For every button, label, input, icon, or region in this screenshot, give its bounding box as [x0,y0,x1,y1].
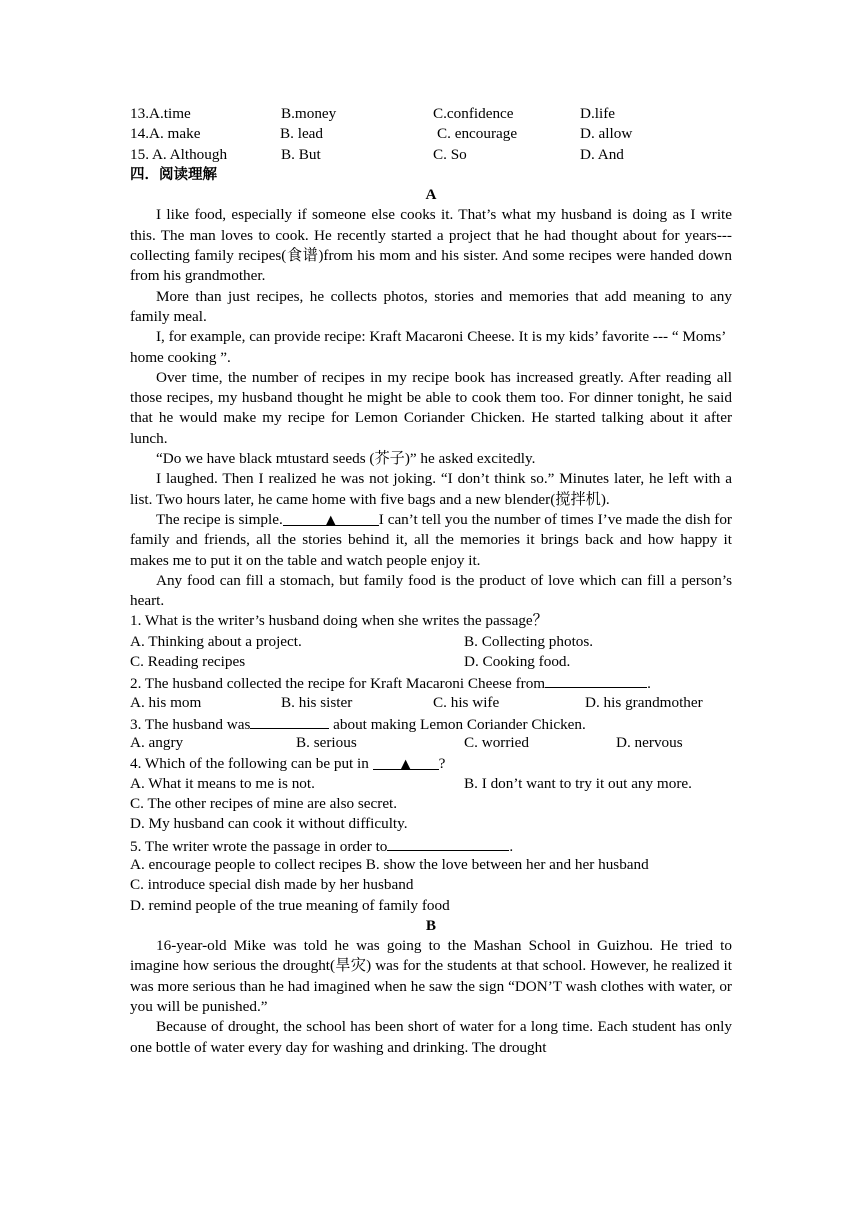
passage-a-paragraph-1: I like food, especially if someone else cooks it. That’s what my husband is doing as I write this. The man loves to cook. He recently started a project that he had thought about for years---collecting family recipes(食谱)from his mom and his sister. And some recipes were handed down from his grandmother. [130,206,732,285]
question-14-options [130,124,732,144]
question-end: ? [438,754,446,772]
question-text: 3. The husband was [130,715,251,733]
answer-blank [373,754,439,770]
passage-b-paragraph-2: Because of drought, the school has been short of water for a long time. Each student has only one bottle of water every day for washing and drinking. The drought [130,1018,732,1056]
option-d: D. allow [580,125,633,143]
passage-b-paragraph-1: 16-year-old Mike was told he was going to the Mashan School in Guizhou. He tried to imagine how serious the drought(旱灾) was for the students at that school. However, he realized it was more serious than he had imagined when he saw the sign “DON’T wash clothes with water, or you will be punished.” [130,937,732,1016]
answer-blank [545,672,647,688]
question-5 [130,835,732,855]
question-4-option-d: D. My husband can cook it without difficulty. [130,815,408,833]
passage-a-paragraph-2: More than just recipes, he collects photos, stories and memories that add meaning to any family meal. [130,287,732,325]
option-a: 14.A. make [130,125,201,143]
option-a: A. Thinking about a project. [130,632,302,650]
option-d: D. And [580,145,624,163]
document-page [130,104,732,1058]
question-15-options [130,145,732,165]
option-d: D.life [580,105,616,122]
passage-a-paragraph-6: I laughed. Then I realized he was not joking. “I don’t think so.” Minutes later, he left with a list. Two hours later, he came home with five bags and a new blender(搅拌机). [130,470,732,508]
option-b: B.money [281,105,337,122]
question-end: . [647,675,651,693]
question-4 [130,754,732,774]
option-a: A. angry [130,734,184,752]
option-c: C.confidence [433,105,514,122]
section-title: 四．阅读理解 [130,166,217,183]
question-5-option-d: D. remind people of the true meaning of family food [130,896,450,914]
question-4-options-ab [130,774,732,794]
option-b: B. I don’t want to try it out any more. [464,774,692,792]
question-5-options-ab: A. encourage people to collect recipes B. show the love between her and her husband [130,855,649,873]
answer-blank [250,713,329,729]
option-b: B. But [281,145,321,163]
question-text: 2. The husband collected the recipe for Kraft Macaroni Cheese from [130,675,546,693]
option-b: B. lead [280,125,324,143]
option-c: C. encourage [437,125,518,143]
paragraph-text: The recipe is simple. [156,510,283,528]
question-1: 1. What is the writer’s husband doing when she writes the passage？ [130,612,548,630]
option-b: B. Collecting photos. [464,632,594,650]
option-d: D. nervous [616,734,683,752]
question-5-option-c: C. introduce special dish made by her husband [130,876,414,894]
question-1-options-ab [130,632,732,652]
passage-a-paragraph-3-continued: home cooking ”. [130,348,231,366]
answer-blank [283,510,379,526]
question-13-options [130,104,732,124]
question-text: 4. Which of the following can be put in [130,754,373,772]
question-3 [130,713,732,733]
answer-blank [387,835,509,851]
passage-a-paragraph-7 [130,510,732,571]
option-b: B. his sister [281,693,353,711]
triangle-marker: ▲ [325,512,336,528]
option-a: A. his mom [130,693,202,711]
passage-a-paragraph-4: Over time, the number of recipes in my recipe book has increased greatly. After reading all those recipes, my husband thought he might be able to cook them too. For dinner tonight, he said that he would make my recipe for Lemon Coriander Chicken. He started talking about it after lunch. [130,368,732,447]
option-c: C. worried [464,734,529,752]
option-a: A. What it means to me is not. [130,774,315,792]
option-c: C. Reading recipes [130,653,246,671]
question-text: about making Lemon Coriander Chicken. [329,715,586,733]
triangle-marker: ▲ [400,756,411,772]
option-c: C. his wife [433,693,500,711]
passage-a-label: A [425,186,437,204]
question-4-option-c: C. The other recipes of mine are also secret. [130,795,398,813]
option-a: 15. A. Although [130,145,228,163]
passage-a-paragraph-3: I, for example, can provide recipe: Kraft Macaroni Cheese. It is my kids’ favorite --- “ Moms’ [156,328,727,346]
passage-a-paragraph-8: Any food can fill a stomach, but family food is the product of love which can fill a person’s heart. [130,571,732,610]
option-c: C. So [433,145,467,163]
question-2-options [130,693,732,713]
question-3-options [130,733,732,753]
question-end: . [509,837,514,855]
question-1-options-cd [130,652,732,672]
passage-b-label: B [425,916,437,934]
question-text: 5. The writer wrote the passage in order to [130,837,388,855]
paragraph-text: I can’t tell you the number of times I’ve made the dish for family and friends, all the stories behind it, all the memories it brings back and how happy it makes me to put it on the table and watch people enjoy it. [130,510,732,569]
option-d: D. Cooking food. [464,653,571,671]
option-a: 13.A.time [130,105,191,122]
passage-a-paragraph-5: “Do we have black mtustard seeds (芥子)” he asked excitedly. [156,450,536,468]
option-b: B. serious [296,734,357,752]
question-2 [130,672,732,692]
option-d: D. his grandmother [585,693,703,711]
